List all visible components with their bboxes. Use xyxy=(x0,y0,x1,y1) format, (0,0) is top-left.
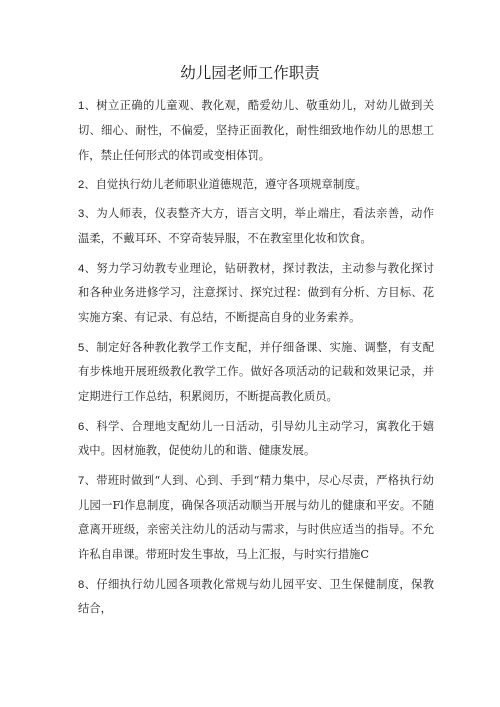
document-title: 幼儿园老师工作职责 xyxy=(180,64,320,82)
paragraph-2 xyxy=(78,173,434,198)
paragraph-number: 3、 xyxy=(78,208,97,221)
paragraph-number: 1、 xyxy=(78,100,97,112)
paragraph-5 xyxy=(78,336,434,410)
paragraph-text: 科学、合理地支配幼儿一日活动，引导幼儿主动学习，寓教化于嬉戏中。因材施教，促使幼儿的和谐、健康发展。 xyxy=(78,419,434,458)
paragraph-6 xyxy=(78,415,434,465)
paragraph-4 xyxy=(78,257,434,331)
paragraph-text: 带班时做到“人到、心到、手到“精力集中，尽心尽责，严格执行幼儿园一Fl作息制度，确保各项活动顺当开展与幼儿的健康和平安。不随意离开班级，亲密关注幼儿的活动与需求，与时供应适当的指导。不允许私自串课。带班时发生事故，马上汇报，与时实行措施C xyxy=(78,473,434,562)
document-body xyxy=(78,94,434,627)
paragraph-3 xyxy=(78,202,434,252)
paragraph-text: 制定好各种教化教学工作支配，并仔细备课、实施、调整，有支配有步株地开展班级教化教学工作。做好各项活动的记载和效果记录，并定期进行工作总结，积累阅历，不断提高教化质员。 xyxy=(78,340,434,404)
paragraph-number: 6、 xyxy=(78,420,97,433)
paragraph-number: 8、 xyxy=(78,578,97,591)
paragraph-text: 仔细执行幼儿园各项教化常规与幼儿园平安、卫生保健制度，保教结合， xyxy=(78,577,434,616)
paragraph-text: 努力学习幼教专业理论，钻研教材，探讨教法，主动参与教化探讨和各种业务进修学习，注意探讨、探究过程：做到有分析、方目标、花实施方案、有记录、有总结，不断提高自身的业务索养。 xyxy=(78,261,434,325)
paragraph-number: 7、 xyxy=(78,474,97,487)
paragraph-number: 4、 xyxy=(78,262,97,275)
paragraph-text: 树立正确的儿童观、教化观，酷爱幼儿、敬重幼儿，对幼儿做到关切、细心、耐性，不偏爱，坚持正面教化，耐性细致地作幼儿的思想工作，禁止任何形式的体罚或变相体罚。 xyxy=(78,99,434,162)
paragraph-8 xyxy=(78,573,434,623)
paragraph-number: 2、 xyxy=(78,178,96,191)
paragraph-text: 自觉执行幼儿老师职业道德规范，遵守各项规章制度。 xyxy=(95,177,367,191)
paragraph-number: 5、 xyxy=(78,341,97,354)
paragraph-text: 为人师表，仪表整齐大方，语言文明，举止端庄，看法亲善，动作温柔，不戴耳环、不穿奇装异服，不在教室里化妆和饮食。 xyxy=(78,207,434,246)
paragraph-1 xyxy=(78,94,434,168)
paragraph-7 xyxy=(78,469,434,568)
